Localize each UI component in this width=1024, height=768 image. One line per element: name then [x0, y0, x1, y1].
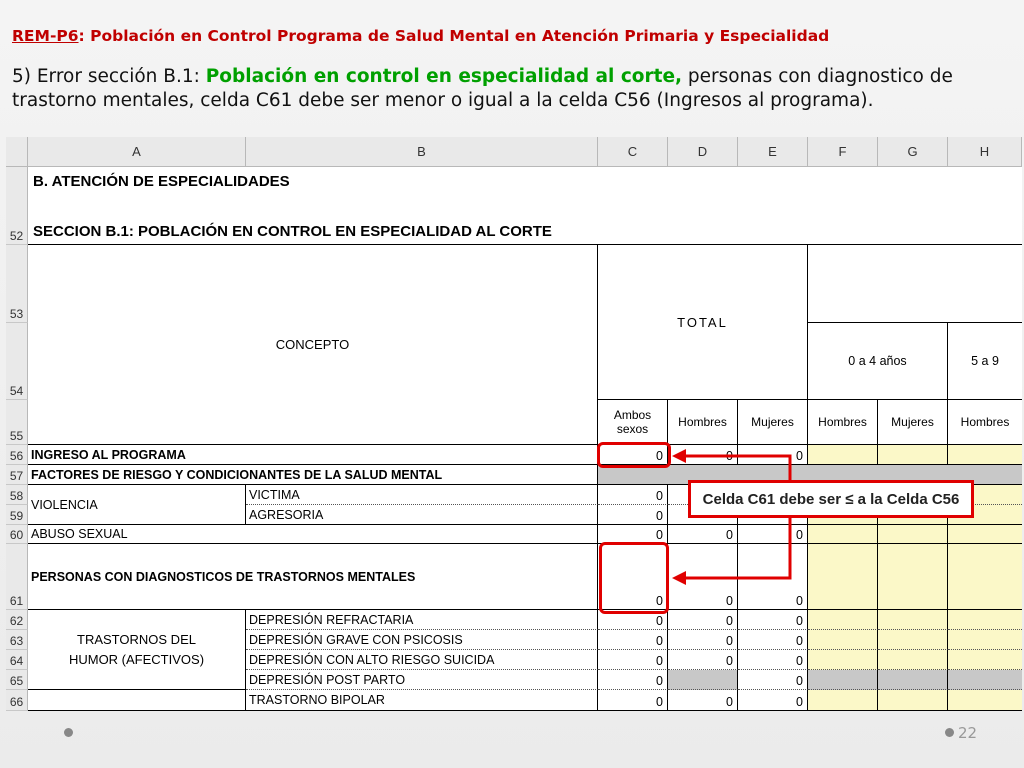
concept-victima: VICTIMA: [246, 485, 598, 505]
cell-c61[interactable]: 0: [598, 544, 668, 610]
total-header: TOTAL: [598, 245, 808, 400]
concept-ingreso: INGRESO AL PROGRAMA: [28, 445, 598, 465]
column-header-c[interactable]: C: [598, 137, 668, 167]
concept-depresion-post-parto: DEPRESIÓN POST PARTO: [246, 670, 598, 690]
row-header-59[interactable]: 59: [6, 505, 28, 525]
row-header-65[interactable]: 65: [6, 670, 28, 690]
section-title-b1: SECCION B.1: POBLACIÓN EN CONTROL EN ESPECIALIDAD AL CORTE: [28, 219, 1022, 245]
column-header-f[interactable]: F: [808, 137, 878, 167]
cell-c63[interactable]: 0: [598, 630, 668, 650]
header-hombres-0-4: Hombres: [808, 400, 878, 445]
cell-c66[interactable]: 0: [598, 690, 668, 711]
cell-c58[interactable]: 0: [598, 485, 668, 505]
header-hombres: Hombres: [668, 400, 738, 445]
cell-c64[interactable]: 0: [598, 650, 668, 670]
cell-c56[interactable]: 0: [598, 445, 668, 465]
intro-highlight: Población en control en especialidad al corte,: [205, 66, 683, 87]
footer-dot-right: [945, 728, 954, 737]
intro-c: personas con diagnostico de trastorno mentales, celda C61 debe ser menor o igual a la celda C56 (Ingresos al programa).: [12, 66, 953, 111]
concept-trastornos-humor: TRASTORNOS DEL HUMOR (AFECTIVOS): [28, 610, 246, 690]
concept-factores: FACTORES DE RIESGO Y CONDICIONANTES DE LA SALUD MENTAL: [28, 465, 598, 485]
column-header-b[interactable]: B: [246, 137, 598, 167]
concept-depresion-refractaria: DEPRESIÓN REFRACTARIA: [246, 610, 598, 630]
cell-c62[interactable]: 0: [598, 610, 668, 630]
intro-a: 5) Error sección B.1:: [12, 66, 206, 87]
column-header-h[interactable]: H: [948, 137, 1022, 167]
column-header-e[interactable]: E: [738, 137, 808, 167]
row-header-62[interactable]: 62: [6, 610, 28, 630]
row-header-60[interactable]: 60: [6, 525, 28, 544]
section-title-b: B. ATENCIÓN DE ESPECIALIDADES: [33, 173, 290, 190]
header-ambos-sexos: Ambos sexos: [598, 400, 668, 445]
concepto-header: CONCEPTO: [28, 245, 598, 445]
row-header-57[interactable]: 57: [6, 465, 28, 485]
row-header-55[interactable]: 55: [6, 400, 28, 445]
cell-e65[interactable]: 0: [738, 670, 808, 690]
header-hombres-5-9: Hombres: [948, 400, 1022, 445]
footer-dot-left: [64, 728, 73, 737]
cell-d64[interactable]: 0: [668, 650, 738, 670]
cell-e63[interactable]: 0: [738, 630, 808, 650]
cell-c59[interactable]: 0: [598, 505, 668, 525]
age-group-0-4: 0 a 4 años: [808, 323, 948, 400]
cell-d61[interactable]: 0: [668, 544, 738, 610]
column-header-d[interactable]: D: [668, 137, 738, 167]
concept-trastorno-bipolar: TRASTORNO BIPOLAR: [246, 690, 598, 711]
cell-d56[interactable]: 0: [668, 445, 738, 465]
cell-c60[interactable]: 0: [598, 525, 668, 544]
title-code: REM-P6: [12, 27, 79, 45]
row-header-61[interactable]: 61: [6, 544, 28, 610]
column-header-a[interactable]: A: [28, 137, 246, 167]
cell-e60[interactable]: 0: [738, 525, 808, 544]
cell-d63[interactable]: 0: [668, 630, 738, 650]
cell-e61[interactable]: 0: [738, 544, 808, 610]
concept-depresion-alto-riesgo: DEPRESIÓN CON ALTO RIESGO SUICIDA: [246, 650, 598, 670]
row-header-66[interactable]: 66: [6, 690, 28, 711]
error-callout: Celda C61 debe ser ≤ a la Celda C56: [688, 480, 974, 518]
header-mujeres: Mujeres: [738, 400, 808, 445]
row-header-56[interactable]: 56: [6, 445, 28, 465]
cell-e62[interactable]: 0: [738, 610, 808, 630]
concept-depresion-grave: DEPRESIÓN GRAVE CON PSICOSIS: [246, 630, 598, 650]
cell-d62[interactable]: 0: [668, 610, 738, 630]
header-mujeres-0-4: Mujeres: [878, 400, 948, 445]
row-header-63[interactable]: 63: [6, 630, 28, 650]
title-rest: : Población en Control Programa de Salud Mental en Atención Primaria y Especialidad: [78, 27, 830, 45]
concept-personas-diagnostico: PERSONAS CON DIAGNOSTICOS DE TRASTORNOS MENTALES: [28, 544, 598, 610]
row-header-53[interactable]: 53: [6, 245, 28, 323]
age-group-5-9: 5 a 9: [948, 323, 1022, 400]
cell-e66[interactable]: 0: [738, 690, 808, 711]
page-number: 22: [958, 724, 978, 742]
concept-violencia: VIOLENCIA: [28, 485, 246, 525]
cell-d66[interactable]: 0: [668, 690, 738, 711]
concept-abuso-sexual: ABUSO SEXUAL: [28, 525, 598, 544]
row-header-58[interactable]: 58: [6, 485, 28, 505]
row-header-52[interactable]: 52: [6, 167, 28, 245]
column-header-g[interactable]: G: [878, 137, 948, 167]
row-header-54[interactable]: 54: [6, 323, 28, 400]
cell-e56[interactable]: 0: [738, 445, 808, 465]
concept-agresoria: AGRESORIA: [246, 505, 598, 525]
cell-e64[interactable]: 0: [738, 650, 808, 670]
row-header-64[interactable]: 64: [6, 650, 28, 670]
cell-c65[interactable]: 0: [598, 670, 668, 690]
cell-d60[interactable]: 0: [668, 525, 738, 544]
